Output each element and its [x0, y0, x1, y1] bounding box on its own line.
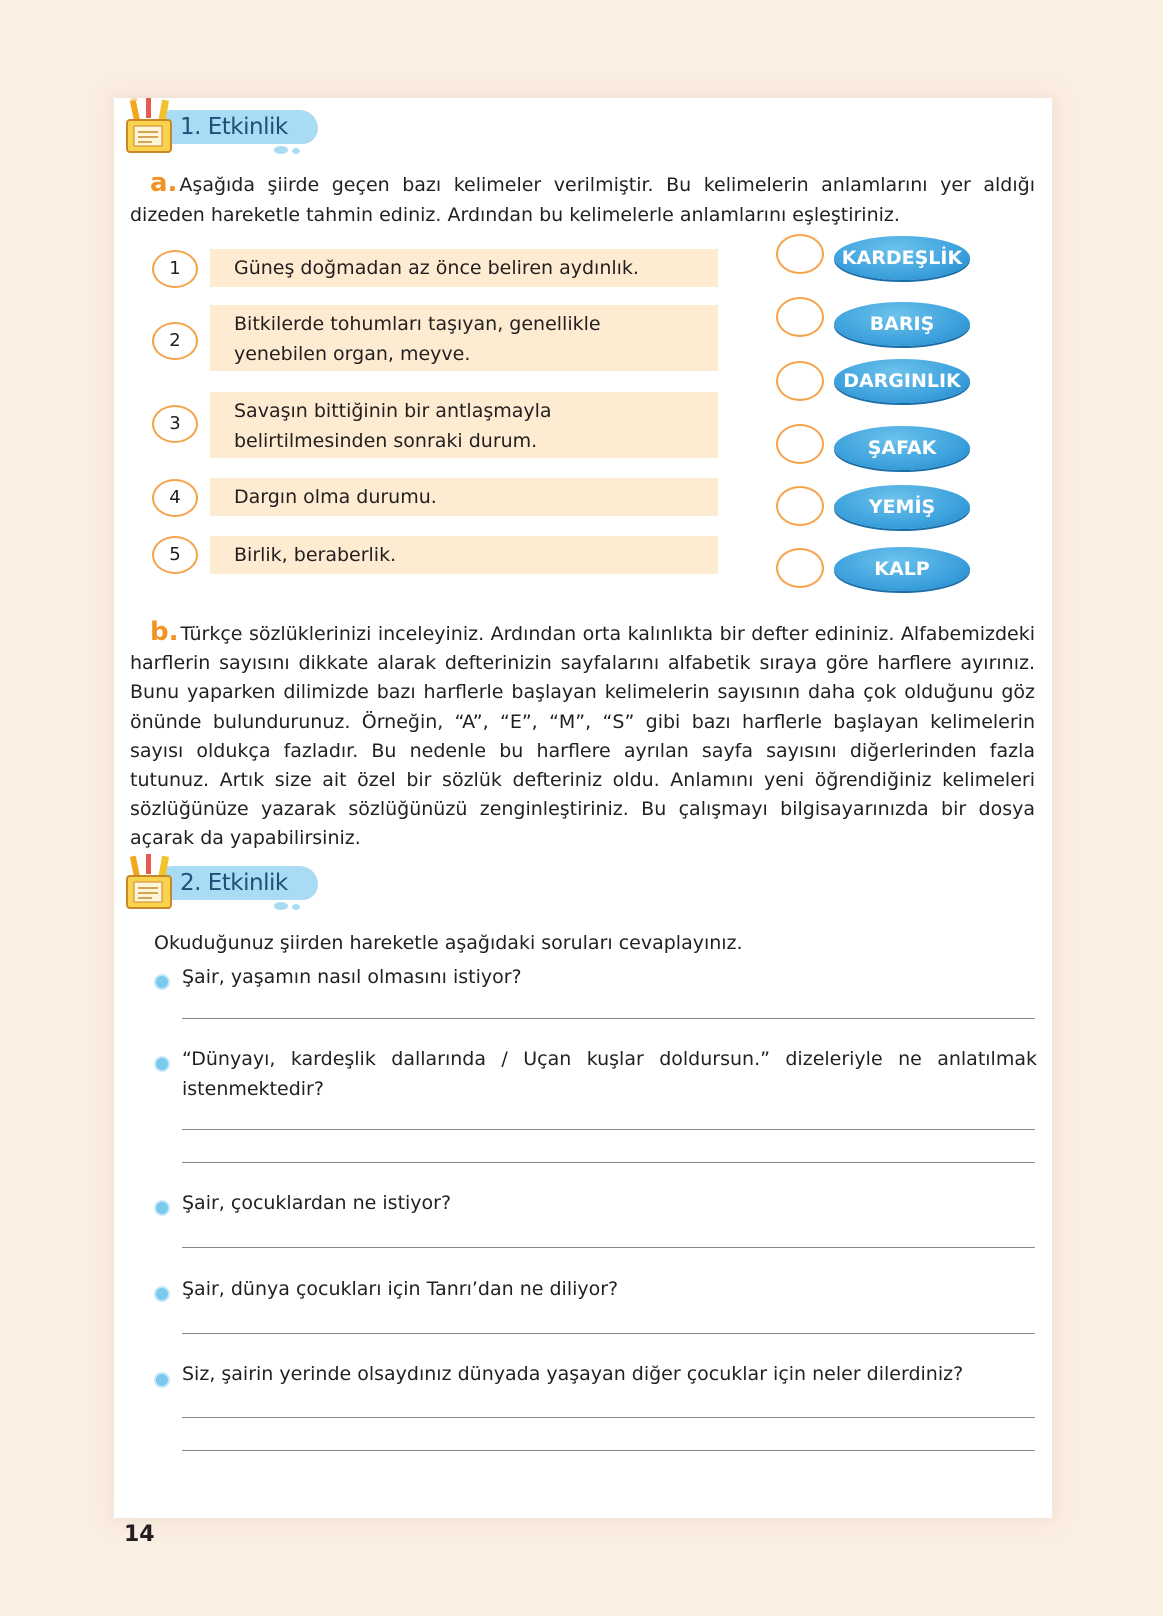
part-b-letter: b. — [150, 617, 179, 647]
page-number: 14 — [124, 1522, 155, 1547]
definition-text: Bitkilerde tohumları taşıyan, genellikle yenebilen organ, meyve. — [234, 313, 601, 365]
definition-text: Birlik, beraberlik. — [234, 544, 397, 566]
answer-line[interactable] — [182, 1018, 1035, 1019]
definition-box — [210, 305, 718, 371]
answer-line[interactable] — [182, 1129, 1035, 1130]
answer-line[interactable] — [182, 1333, 1035, 1334]
answer-circle[interactable] — [776, 548, 824, 588]
worksheet-page — [114, 98, 1052, 1518]
word-pill: YEMİŞ — [834, 485, 970, 529]
activity-2-intro: Okuduğunuz şiirden hareketle aşağıdaki soruları cevaplayınız. — [154, 932, 743, 954]
pencil-box-icon — [124, 854, 180, 914]
question-text: “Dünyayı, kardeşlik dallarında / Uçan kuşlar doldursun.” dizeleriyle ne anlatılmak istenmektedir? — [182, 1048, 1037, 1100]
answer-circle[interactable] — [776, 297, 824, 337]
definition-box — [210, 536, 718, 574]
definition-text: Savaşın bittiğinin bir antlaşmayla belirtilmesinden sonraki durum. — [234, 400, 552, 452]
bullet-icon — [154, 1286, 170, 1302]
part-a-text: Aşağıda şiirde geçen bazı kelimeler verilmiştir. Bu kelimelerin anlamlarını yer aldığı dizeden hareketle tahmin ediniz. Ardından bu kelimelerle anlamlarını eşleştiriniz. — [130, 174, 1035, 226]
definition-number: 4 — [152, 479, 198, 517]
bullet-icon — [154, 1056, 170, 1072]
part-a-letter: a. — [150, 168, 178, 198]
word-pill: ŞAFAK — [834, 426, 970, 470]
word-pill: KALP — [834, 547, 970, 591]
definition-text: Güneş doğmadan az önce beliren aydınlık. — [234, 257, 639, 279]
activity-2-title: 2. Etkinlik — [180, 870, 288, 896]
question-text: Şair, yaşamın nasıl olmasını istiyor? — [182, 966, 522, 988]
word-pill: BARIŞ — [834, 302, 970, 346]
question-text: Siz, şairin yerinde olsaydınız dünyada yaşayan diğer çocuklar için neler dilerdiniz? — [182, 1363, 964, 1385]
answer-circle[interactable] — [776, 234, 824, 274]
word-pill: DARGINLIK — [834, 359, 970, 403]
definition-box — [210, 392, 718, 458]
bullet-icon — [154, 974, 170, 990]
definition-box — [210, 478, 718, 516]
question-text: Şair, dünya çocukları için Tanrı’dan ne diliyor? — [182, 1278, 619, 1300]
definition-number: 1 — [152, 250, 198, 288]
activity-1-banner — [124, 98, 324, 162]
answer-line[interactable] — [182, 1247, 1035, 1248]
answer-line[interactable] — [182, 1450, 1035, 1451]
activity-1-title: 1. Etkinlik — [180, 114, 288, 140]
definition-number: 2 — [152, 322, 198, 360]
answer-circle[interactable] — [776, 486, 824, 526]
part-b-text: Türkçe sözlüklerinizi inceleyiniz. Ardından orta kalınlıkta bir defter edininiz. Alfabemizdeki harflerin sayısını dikkate alarak defterinizin sayfalarını alfabetik sıraya göre harflere ayırınız. Bunu yaparken dilimizde bazı harflerle başlayan kelimelerin sayısının daha çok olduğunu göz önünde bulundurunuz. Örneğin, “A”, “E”, “M”, “S” gibi bazı harflerle başlayan kelimelerin sayısı oldukça fazladır. Bu nedenle bu harflere ayrılan sayfa sayısını diğerlerinden fazla tutunuz. Artık size ait özel bir sözlük defteriniz oldu. Anlamını yeni öğrendiğiniz kelimeleri sözlüğünüze yazarak sözlüğünüzü zenginleştiriniz. Bu çalışmayı bilgisayarınızda bir dosya açarak da yapabilirsiniz. — [130, 623, 1035, 850]
definition-box — [210, 249, 718, 287]
activity-2-banner — [124, 854, 324, 918]
word-pill: KARDEŞLİK — [834, 236, 970, 280]
pencil-box-icon — [124, 98, 180, 158]
answer-line[interactable] — [182, 1417, 1035, 1418]
part-a-instructions — [130, 168, 1035, 230]
answer-circle[interactable] — [776, 361, 824, 401]
part-b-instructions — [130, 618, 1035, 854]
question-text: Şair, çocuklardan ne istiyor? — [182, 1192, 452, 1214]
definition-number: 5 — [152, 536, 198, 574]
answer-circle[interactable] — [776, 424, 824, 464]
bullet-icon — [154, 1200, 170, 1216]
answer-line[interactable] — [182, 1162, 1035, 1163]
bullet-icon — [154, 1372, 170, 1388]
definition-number: 3 — [152, 405, 198, 443]
definition-text: Dargın olma durumu. — [234, 486, 437, 508]
